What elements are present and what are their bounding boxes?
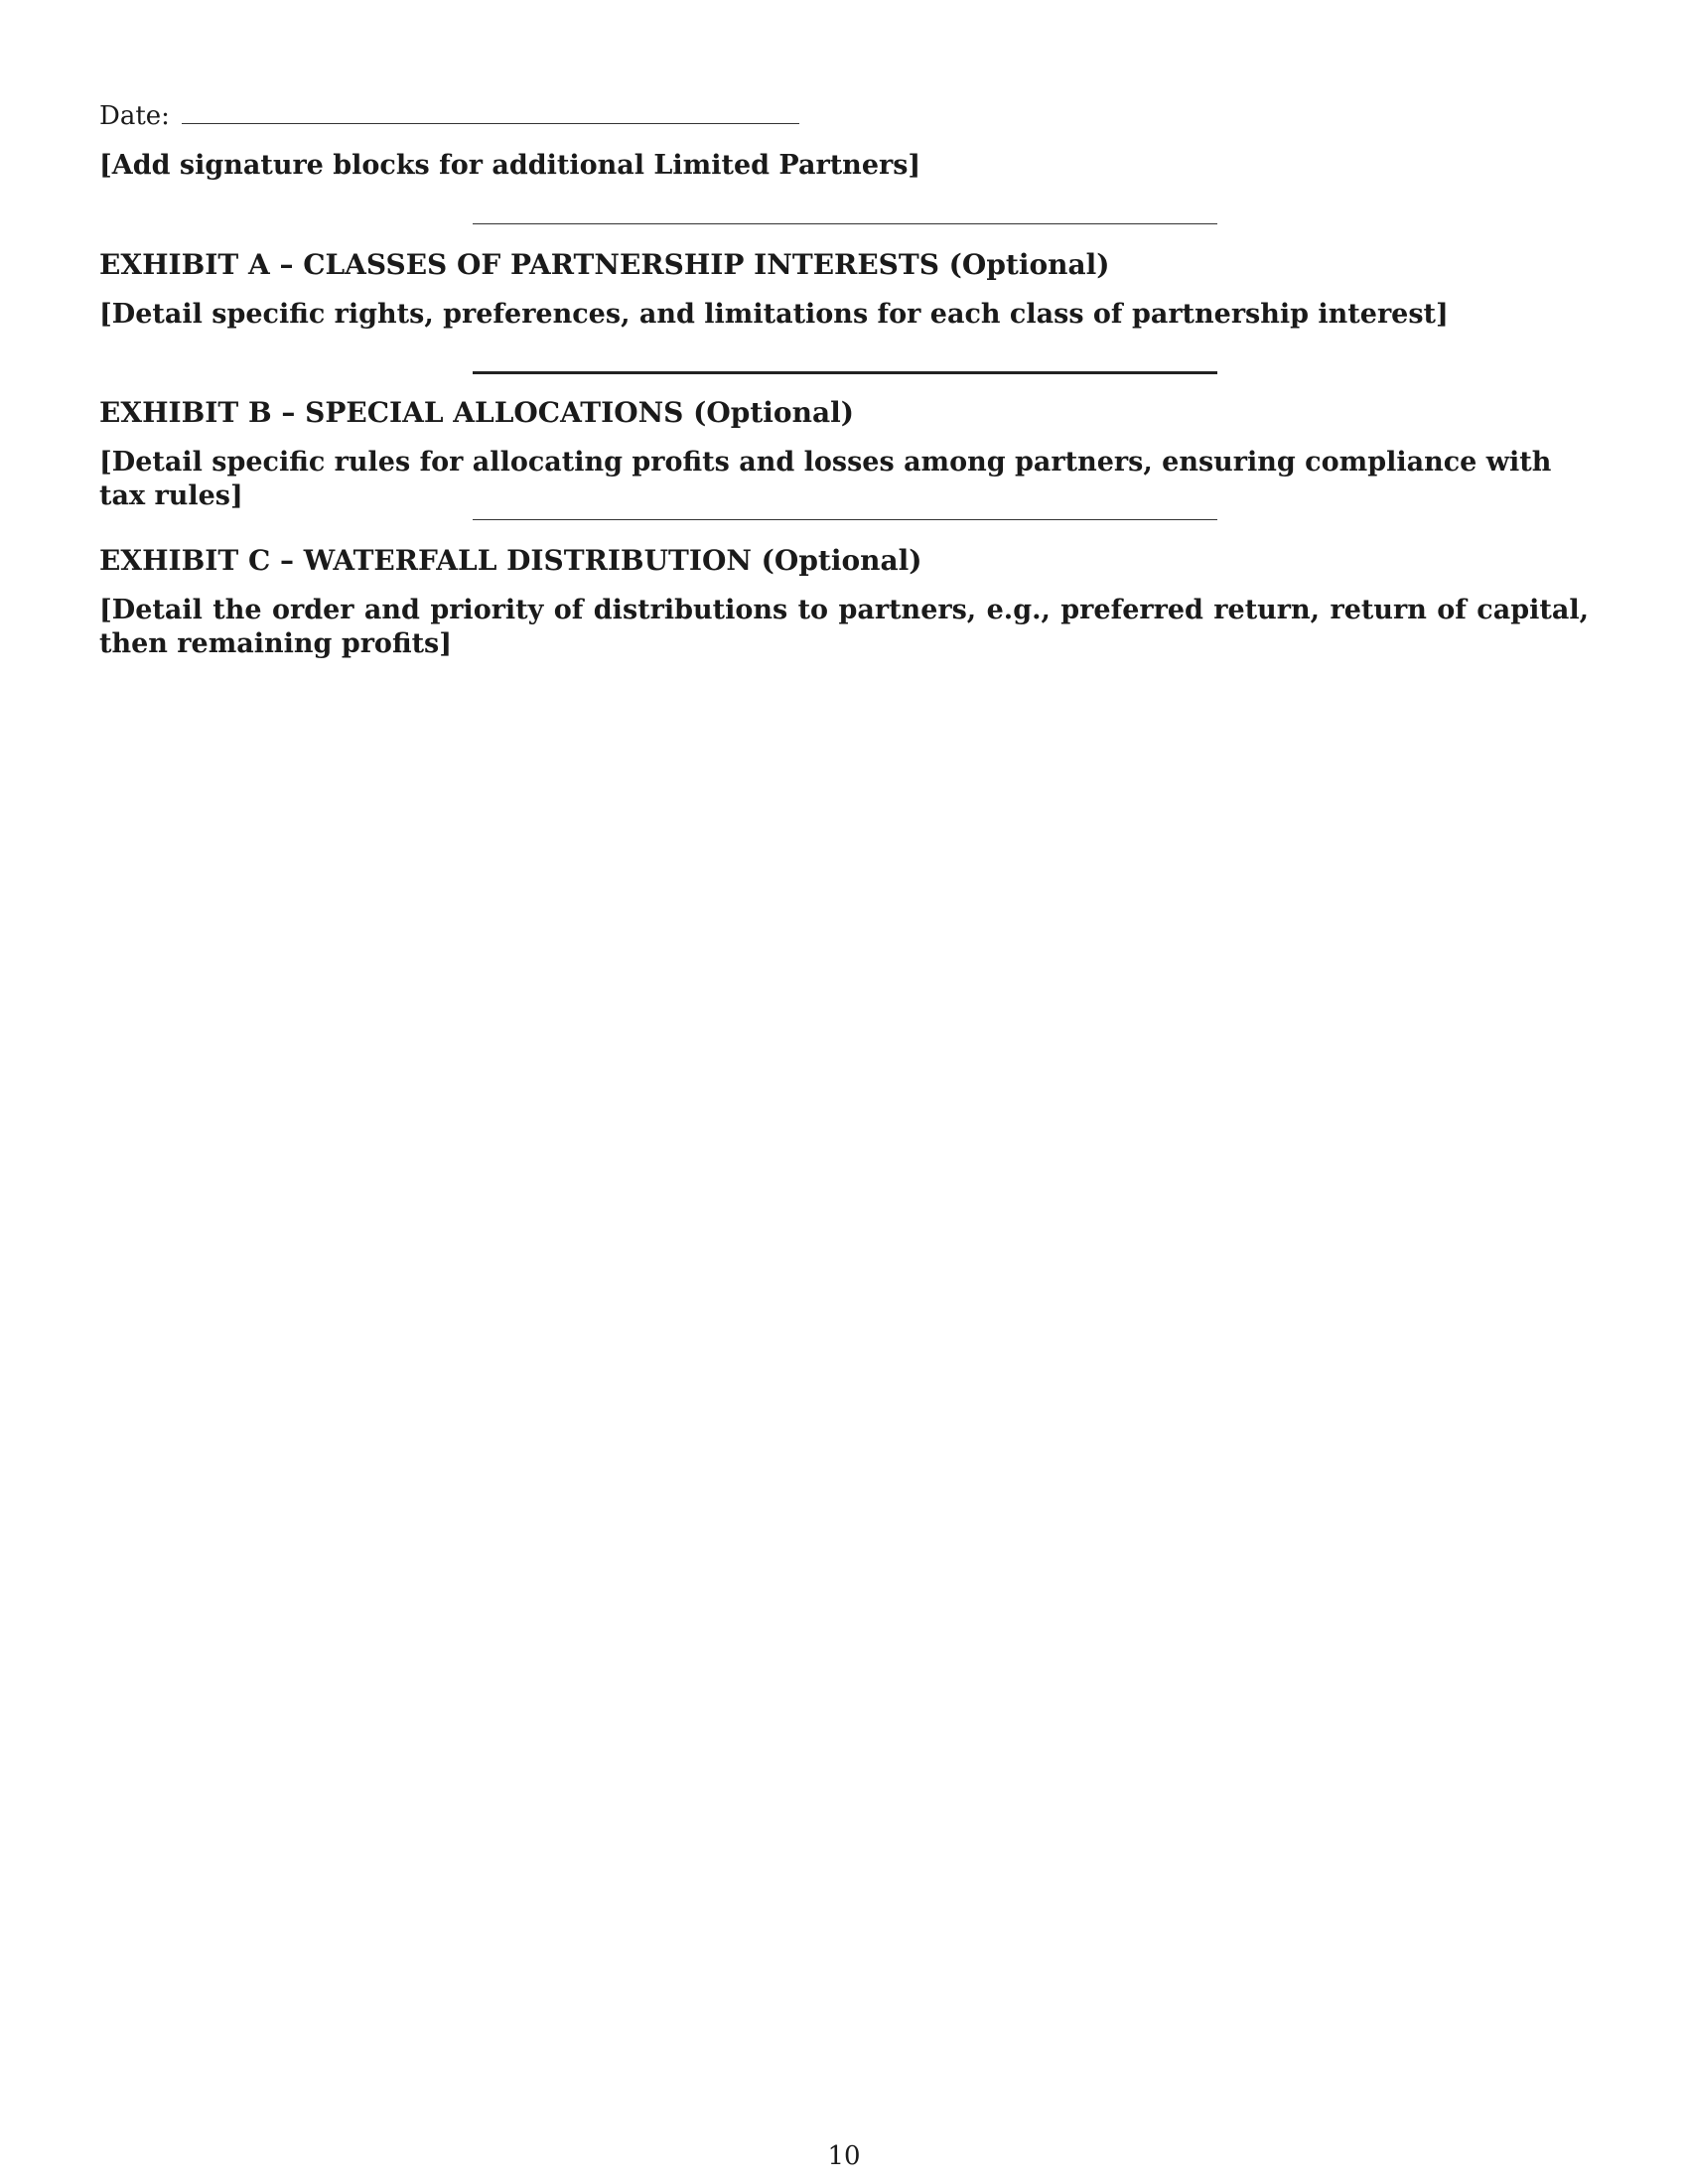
exhibit-c-heading: EXHIBIT C – WATERFALL DISTRIBUTION (Optional) (99, 544, 922, 577)
exhibit-b-heading: EXHIBIT B – SPECIAL ALLOCATIONS (Optional) (99, 396, 854, 429)
section-divider (473, 371, 1217, 374)
date-label: Date: (99, 101, 170, 131)
exhibit-a-heading: EXHIBIT A – CLASSES OF PARTNERSHIP INTERESTS (Optional) (99, 248, 1110, 281)
section-divider (473, 519, 1217, 520)
date-field (99, 99, 799, 133)
signature-note: [Add signature blocks for additional Limited Partners] (99, 150, 921, 181)
exhibit-a-body: [Detail specific rights, preferences, and limitations for each class of partnership interest] (99, 299, 1449, 330)
exhibit-b-body: [Detail specific rules for allocating profits and losses among partners, ensuring compliance with tax rules] (99, 447, 1552, 511)
exhibit-c-body: [Detail the order and priority of distributions to partners, e.g., preferred return, return of capital, then remaining profits] (99, 595, 1589, 659)
section-divider (473, 223, 1217, 224)
date-blank-line[interactable] (182, 101, 799, 124)
page-number: 10 (827, 2141, 861, 2171)
